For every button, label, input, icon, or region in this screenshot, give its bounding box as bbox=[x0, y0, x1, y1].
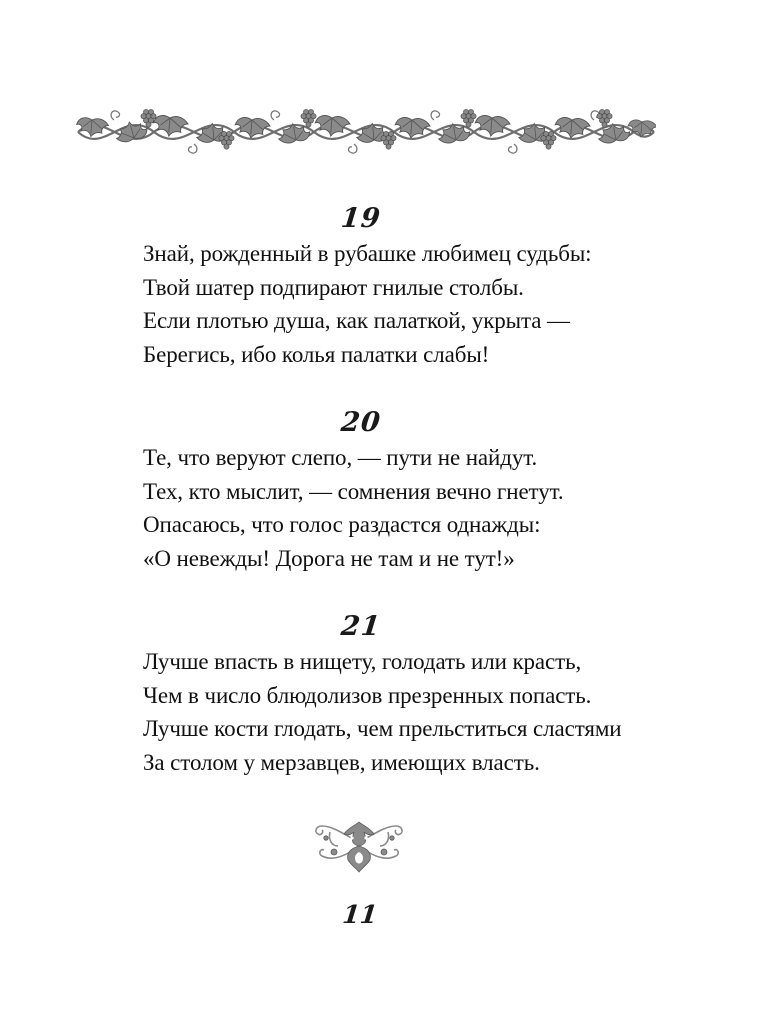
quatrain-number: 20 bbox=[339, 407, 383, 438]
quatrain-lines bbox=[143, 645, 683, 779]
verse-line: За столом у мерзавцев, имеющих власть. bbox=[143, 749, 540, 775]
verse-line: Тех, кто мыслит, — сомнения вечно гнетут. bbox=[143, 478, 564, 504]
verse-line: Если плотью душа, как палаткой, укрыта — bbox=[143, 308, 570, 333]
floral-vignette-icon bbox=[310, 812, 408, 876]
quatrain-number: 19 bbox=[339, 203, 383, 234]
verse-line: Лучше впасть в нищету, голодать или красть, bbox=[143, 649, 582, 674]
quatrain-19 bbox=[143, 202, 683, 371]
quatrain-lines bbox=[143, 441, 683, 575]
verse-line: Знай, рожденный в рубашке любимец судьбы: bbox=[143, 241, 592, 266]
grapevine-border-icon bbox=[74, 98, 656, 164]
verse-line: Лучше кости глодать, чем прельститься сластями bbox=[143, 716, 622, 741]
quatrain-number: 21 bbox=[339, 611, 383, 642]
page-number: 11 bbox=[341, 900, 379, 929]
quatrain-21 bbox=[143, 610, 683, 779]
verse-line: Те, что веруют слепо, — пути не найдут. bbox=[143, 445, 538, 470]
verse-line: Твой шатер подпирают гнилые столбы. bbox=[143, 274, 524, 300]
quatrain-20 bbox=[143, 406, 683, 575]
verse-line: «О невежды! Дорога не там и не тут!» bbox=[143, 545, 515, 571]
quatrain-lines bbox=[143, 237, 683, 371]
verse-line: Чем в число блюдолизов презренных попасть. bbox=[143, 682, 592, 708]
verse-line: Опасаюсь, что голос раздастся однажды: bbox=[143, 512, 541, 537]
verse-line: Берегись, ибо колья палатки слабы! bbox=[143, 341, 490, 367]
